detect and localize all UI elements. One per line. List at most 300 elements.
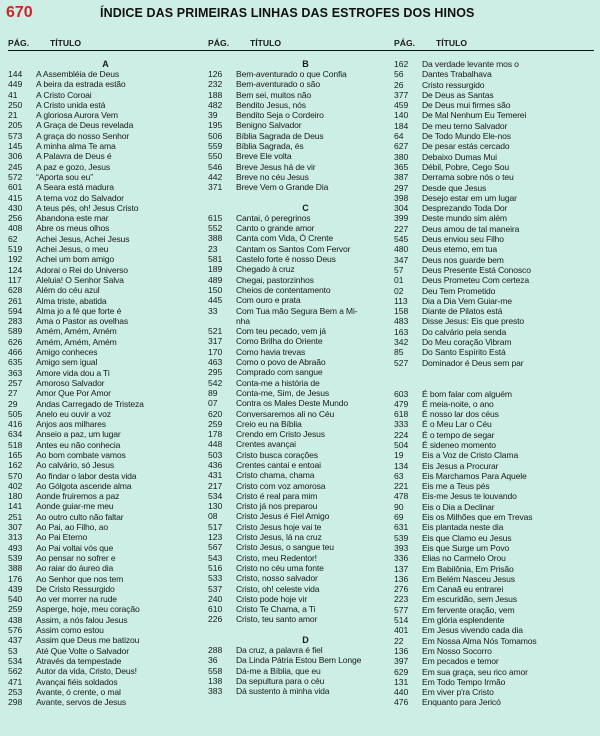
- entry-title: A Graça de Deus revelada: [36, 120, 134, 131]
- entry-title: A graça do nosso Senhor: [36, 130, 130, 141]
- entry-page: 546: [208, 161, 223, 172]
- entry-page: 431: [208, 470, 223, 481]
- entry-title: Assim como estou: [36, 625, 104, 636]
- entry-page: 459: [394, 100, 409, 111]
- entry-page: 136: [394, 645, 409, 656]
- entry-title: Conversaremos ali no Céu: [236, 408, 335, 419]
- entry-page: 440: [394, 687, 409, 698]
- entry-page: 505: [8, 408, 23, 419]
- index-entry: [394, 265, 594, 275]
- entry-title: Eis a Voz de Cristo Clama: [422, 450, 519, 461]
- entry-title: Deus eterno, em tua: [422, 244, 498, 255]
- entry-page: 256: [8, 213, 23, 224]
- entry-page: 170: [208, 346, 223, 357]
- entry-title: Autor da vida, Cristo, Deus!: [36, 666, 137, 677]
- entry-title: Em fervente oração, vem: [422, 604, 515, 615]
- entry-page: 347: [394, 254, 409, 265]
- index-entry: [208, 336, 403, 346]
- index-entry: [208, 316, 403, 326]
- entry-page: 503: [208, 449, 223, 460]
- index-entry: [8, 574, 203, 584]
- index-entry: [8, 296, 203, 306]
- index-entry: [394, 491, 594, 501]
- index-entry: [8, 326, 203, 336]
- index-entry: [394, 306, 594, 316]
- entry-page: 634: [8, 429, 23, 440]
- entry-title: Aleluia! O Senhor Salva: [36, 274, 124, 285]
- index-entry: [208, 532, 403, 542]
- index-entry: [394, 533, 594, 543]
- index-entry: [8, 265, 203, 275]
- entry-title: Deus enviou seu Filho: [422, 234, 504, 245]
- entry-page: 537: [208, 583, 223, 594]
- index-entry: [208, 326, 403, 336]
- entry-page: 517: [208, 521, 223, 532]
- entry-page: 261: [8, 295, 23, 306]
- entry-page: 53: [8, 645, 18, 656]
- entry-title: Além do céu azul: [36, 285, 100, 296]
- entry-title: Como havia trevas: [236, 346, 306, 357]
- entry-page: 57: [394, 264, 404, 275]
- header-pag: PÁG.: [394, 38, 416, 48]
- index-entry: [394, 316, 594, 326]
- entry-page: 276: [394, 584, 409, 595]
- header-titulo: TÍTULO: [50, 38, 82, 48]
- entry-page: 610: [208, 604, 223, 615]
- index-entry: [8, 677, 203, 687]
- entry-title: Do Santo Espírito Está: [422, 347, 506, 358]
- entry-title: Em sua graça, seu rico amor: [422, 666, 528, 677]
- entry-title: Da verdade levante mos o: [422, 59, 519, 69]
- entry-title: É meia-noite, o ano: [422, 398, 494, 409]
- index-entry: [208, 563, 403, 573]
- entry-page: 257: [8, 377, 23, 388]
- index-entry: [8, 90, 203, 100]
- entry-title: Com Tua mão Segura Bem a Mi-: [236, 305, 358, 316]
- index-entry: [208, 409, 403, 419]
- index-entry: [8, 553, 203, 563]
- entry-title: Breve Ele volta: [236, 151, 292, 162]
- entry-title: Em Todo Tempo Irmão: [422, 676, 506, 687]
- index-entry: [394, 203, 594, 213]
- entry-title: Creio eu na Bíblia: [236, 418, 302, 429]
- entry-title: Ao Pai, ao Filho, ao: [36, 522, 109, 533]
- index-entry: [394, 471, 594, 481]
- entry-page: 516: [208, 562, 223, 573]
- entry-page: 63: [394, 470, 404, 481]
- entry-title: Eis-me Jesus te louvando: [422, 491, 517, 502]
- entry-page: 559: [208, 141, 223, 152]
- entry-title: Breve Vem o Grande Dia: [236, 182, 329, 193]
- entry-page: 26: [394, 79, 404, 90]
- entry-page: 479: [394, 398, 409, 409]
- index-entry: [394, 69, 594, 79]
- index-entry: [394, 615, 594, 625]
- entry-title: Derrama sobre nós o teu: [422, 172, 514, 183]
- index-entry: [8, 368, 203, 378]
- index-entry: [394, 522, 594, 532]
- index-entry: [8, 615, 203, 625]
- index-entry: [394, 656, 594, 666]
- entry-page: 620: [208, 408, 223, 419]
- entry-page: 64: [394, 131, 404, 142]
- entry-page: 383: [208, 686, 223, 697]
- entry-title: Eis que Surge um Povo: [422, 542, 510, 553]
- entry-page: 23: [208, 243, 218, 254]
- entry-title: É o tempo de segar: [422, 429, 495, 440]
- entry-title: Amoroso Salvador: [36, 377, 105, 388]
- index-entry: [208, 100, 403, 110]
- entry-title: Cristo ressurgido: [422, 79, 485, 90]
- entry-page: 192: [8, 254, 23, 265]
- entry-page: 226: [208, 614, 223, 625]
- entry-page: 158: [394, 306, 409, 317]
- entry-title: Ao Pai voltai vós que: [36, 542, 114, 553]
- index-entry: [394, 80, 594, 90]
- index-entry: [208, 460, 403, 470]
- index-entry: [208, 223, 403, 233]
- entry-title: Da Linda Pátria Estou Bem Longe: [236, 655, 362, 666]
- entry-page: 550: [208, 151, 223, 162]
- entry-title: Eis o Dia a Declinar: [422, 501, 495, 512]
- index-entry: [394, 121, 594, 131]
- index-entry: [208, 378, 403, 388]
- entry-page: 365: [394, 161, 409, 172]
- entry-page: 304: [394, 203, 409, 214]
- entry-page: 27: [8, 388, 18, 399]
- entry-title: Comprado com sangue: [236, 367, 323, 378]
- entry-page: 195: [208, 120, 223, 131]
- entry-page: 542: [208, 377, 223, 388]
- header-pag: PÁG.: [208, 38, 230, 48]
- index-entry: [394, 697, 594, 707]
- entry-page: 39: [208, 110, 218, 121]
- entry-title: Cristo no céu uma fonte: [236, 562, 324, 573]
- header-pag: PÁG.: [8, 38, 30, 48]
- entry-title: Através da tempestade: [36, 655, 122, 666]
- entry-title: Ama o Pastor as ovelhas: [36, 316, 129, 327]
- column-header: [8, 38, 203, 50]
- entry-page: 448: [208, 439, 223, 450]
- entry-title: A beira da estrada estão: [36, 79, 126, 90]
- entry-page: 89: [208, 387, 218, 398]
- entry-title: Anseio a paz, um lugar: [36, 429, 121, 440]
- entry-page: 317: [208, 336, 223, 347]
- index-entry: [394, 409, 594, 419]
- index-entry: [394, 450, 594, 460]
- entry-page: 388: [208, 233, 223, 244]
- index-entry: [394, 141, 594, 151]
- entry-page: 85: [394, 347, 404, 358]
- entry-page: 184: [394, 120, 409, 131]
- index-entry: [208, 141, 403, 151]
- entry-title: Deus Presente Está Conosco: [422, 264, 531, 275]
- entry-page: 150: [208, 284, 223, 295]
- entry-page: 138: [208, 675, 223, 686]
- entry-page: 90: [394, 501, 404, 512]
- entry-page: 545: [394, 234, 409, 245]
- entry-page: 388: [8, 563, 23, 574]
- entry-page: 137: [394, 563, 409, 574]
- entry-title: Chegado à cruz: [236, 264, 295, 275]
- entry-title: Cantai, ó peregrinos: [236, 212, 311, 223]
- entry-page: 527: [394, 357, 409, 368]
- entry-title: Em Babilônia, Em Prisão: [422, 563, 514, 574]
- entry-page: 436: [208, 459, 223, 470]
- entry-page: 572: [8, 171, 23, 182]
- entry-title: Ao pensar no sofrer e: [36, 552, 116, 563]
- entry-page: 618: [394, 409, 409, 420]
- entry-page: 594: [8, 305, 23, 316]
- entry-title: Alma jo a fé que forte é: [36, 305, 122, 316]
- entry-page: 533: [208, 573, 223, 584]
- entry-page: 224: [394, 429, 409, 440]
- entry-title: Diante de Pilatos está: [422, 306, 503, 317]
- index-entry: [394, 512, 594, 522]
- index-entry: [394, 636, 594, 646]
- index-entry: [208, 367, 403, 377]
- entry-title: De meu terno Salvador: [422, 120, 508, 131]
- index-entry: [394, 481, 594, 491]
- entry-page: [208, 316, 236, 326]
- entry-page: 635: [8, 357, 23, 368]
- index-entry: [8, 388, 203, 398]
- entry-title: Com teu pecado, vem já: [236, 326, 326, 337]
- entry-page: 253: [8, 686, 23, 697]
- entry-title: Ao bom combate vamos: [36, 449, 126, 460]
- entry-page: 628: [8, 285, 23, 296]
- entry-title: Amore vida dou a Ti: [36, 367, 110, 378]
- index-entry: [208, 511, 403, 521]
- index-entry: [394, 677, 594, 687]
- entry-title: Em pecados e temor: [422, 656, 499, 667]
- index-entry: [394, 358, 594, 368]
- entry-title: Crentes avançai: [236, 439, 296, 450]
- index-entry: [208, 357, 403, 367]
- entry-title: Dantes Trabalhava: [422, 69, 492, 80]
- entry-page: 07: [208, 398, 218, 409]
- index-entry: [208, 686, 403, 696]
- entry-title: Amigo sem igual: [36, 357, 98, 368]
- entry-title: Como Brilha do Oriente: [236, 336, 323, 347]
- entry-title: Ao calvário, só Jesus: [36, 460, 115, 471]
- index-entry: [394, 110, 594, 120]
- entry-title: Canto o grande amor: [236, 223, 315, 234]
- entry-page: 377: [394, 89, 409, 100]
- header-titulo: TÍTULO: [250, 38, 282, 48]
- index-entry: [8, 450, 203, 460]
- entry-page: 113: [394, 295, 408, 306]
- entry-title: Amém, Amém, Amém: [36, 336, 117, 347]
- index-entry: [394, 543, 594, 553]
- entry-page: 539: [394, 532, 409, 543]
- index-entry: [208, 172, 403, 182]
- entry-page: 02: [394, 285, 404, 296]
- index-entry: [394, 152, 594, 162]
- entry-page: 581: [208, 254, 223, 265]
- entry-page: 534: [208, 490, 223, 501]
- entry-page: 540: [8, 594, 23, 605]
- entry-title: Bem sei, muitos não: [236, 89, 312, 100]
- entry-title: Contra os Males Deste Mundo: [236, 398, 349, 409]
- entry-title: Em Nosso Socorro: [422, 645, 492, 656]
- entry-page: 603: [394, 388, 409, 399]
- entry-title: Ao findar o labor desta vida: [36, 470, 137, 481]
- index-column-2: [208, 38, 403, 697]
- entry-page: 62: [8, 233, 18, 244]
- entry-page: 134: [394, 460, 409, 471]
- entry-page: 519: [8, 244, 23, 255]
- index-entry: [8, 378, 203, 388]
- entry-page: 471: [8, 676, 23, 687]
- entry-page: 36: [208, 655, 218, 666]
- entry-page: 397: [394, 656, 409, 667]
- entry-title: Bem-aventurado o que Confia: [236, 69, 347, 79]
- index-entry: [8, 151, 203, 161]
- index-entry: [8, 440, 203, 450]
- entry-title: Dia a Dia Vem Guiar-me: [422, 295, 512, 306]
- entry-page: 480: [394, 244, 409, 255]
- index-entry: [208, 553, 403, 563]
- entry-title: Cristo Jesus, lá na cruz: [236, 532, 322, 543]
- index-entry: [208, 439, 403, 449]
- entry-page: 562: [8, 666, 23, 677]
- entry-page: 518: [8, 439, 23, 450]
- entry-title: Deste mundo sim além: [422, 213, 507, 224]
- entry-title: Abandona este mar: [36, 213, 109, 224]
- entry-page: 398: [394, 192, 409, 203]
- index-entry: [208, 213, 403, 223]
- entry-page: 126: [208, 69, 223, 79]
- entry-page: 188: [208, 89, 223, 100]
- index-entry: [8, 254, 203, 264]
- entry-page: 534: [8, 655, 23, 666]
- index-column-1: [8, 38, 203, 707]
- column-header: [394, 38, 594, 50]
- index-entry: [208, 244, 403, 254]
- entry-page: 140: [394, 110, 409, 121]
- index-entry: [8, 141, 203, 151]
- header-rule: [208, 50, 396, 51]
- entry-page: 259: [208, 418, 223, 429]
- index-entry: [8, 563, 203, 573]
- index-entry: [8, 131, 203, 141]
- index-entry: [208, 233, 403, 243]
- entry-page: 506: [208, 130, 223, 141]
- entry-title: Conta-me a história de: [236, 377, 320, 388]
- entry-title: Em glória esplendente: [422, 615, 505, 626]
- entry-title: Bendito Jesus, nós: [236, 99, 306, 110]
- page-number: 670: [6, 4, 33, 21]
- index-entry: [8, 419, 203, 429]
- entry-title: Do Meu coração Vibram: [422, 337, 512, 348]
- entry-title: Andas Carregado de Tristeza: [36, 398, 144, 409]
- entry-title: Ao ver morrer na rude: [36, 594, 117, 605]
- group-letter: C: [302, 202, 309, 213]
- entry-page: 437: [8, 635, 23, 646]
- entry-title: De Deus as Santas: [422, 89, 494, 100]
- index-entry: [8, 213, 203, 223]
- entry-page: 514: [394, 615, 409, 626]
- entry-title: Chegai, pastorzinhos: [236, 274, 314, 285]
- index-entry: [8, 203, 203, 213]
- entry-title: Breve no céu Jesus: [236, 171, 309, 182]
- header-titulo: TÍTULO: [436, 38, 468, 48]
- entry-title: A Cristo Coroai: [36, 89, 92, 100]
- index-entry: [208, 542, 403, 552]
- index-entry: [8, 584, 203, 594]
- entry-title: Amém, Amém, Amém: [36, 326, 117, 337]
- index-entry: [8, 471, 203, 481]
- group-letter: A: [102, 59, 109, 69]
- column-header: [208, 38, 403, 50]
- entry-page: 162: [8, 460, 23, 471]
- entry-page: 297: [394, 182, 409, 193]
- index-entry: [8, 223, 203, 233]
- entry-title: Cristo pode hoje vir: [236, 593, 308, 604]
- entry-page: 442: [208, 171, 223, 182]
- index-entry: [8, 481, 203, 491]
- index-entry: [394, 296, 594, 306]
- index-entry: [208, 655, 403, 665]
- entry-title: Deus nos guarde bem: [422, 254, 504, 265]
- index-entry: [208, 79, 403, 89]
- entry-page: 504: [394, 439, 409, 450]
- entry-page: 415: [8, 192, 23, 203]
- index-entry: [394, 574, 594, 584]
- entry-title: Castelo forte é nosso Deus: [236, 254, 336, 265]
- header-rule: [394, 50, 594, 51]
- index-entry: [394, 605, 594, 615]
- index-entry: [208, 151, 403, 161]
- index-entry: [394, 461, 594, 471]
- index-entry: [8, 79, 203, 89]
- index-entry: [394, 224, 594, 234]
- index-entry: [208, 110, 403, 120]
- entry-title: Avante, servos de Jesus: [36, 697, 127, 708]
- entry-page: 306: [8, 151, 23, 162]
- entry-title: Débil, Pobre, Cego Sou: [422, 161, 509, 172]
- entry-page: 408: [8, 223, 23, 234]
- index-entry: [208, 131, 403, 141]
- entry-page: 21: [8, 110, 18, 121]
- entry-title: Ao outro culto não faltar: [36, 511, 124, 522]
- entry-title: Cristo Jesus é Fiel Amigo: [236, 511, 330, 522]
- index-entry: [208, 614, 403, 624]
- entry-title: Desejo estar em um lugar: [422, 192, 517, 203]
- index-entry: [208, 491, 403, 501]
- entry-page: 123: [208, 532, 223, 543]
- entry-page: 56: [394, 69, 404, 80]
- entry-page: 223: [394, 594, 409, 605]
- entry-page: 29: [8, 398, 18, 409]
- index-entry: [8, 460, 203, 470]
- index-entry: [8, 512, 203, 522]
- entry-title: Aonde guiar-me meu: [36, 501, 114, 512]
- entry-page: 521: [208, 326, 223, 337]
- entry-page: 313: [8, 532, 23, 543]
- entry-page: 245: [8, 161, 23, 172]
- index-entry: [208, 162, 403, 172]
- entry-title: Achei Jesus, o meu: [36, 244, 109, 255]
- index-entry: [8, 244, 203, 254]
- index-entry: [8, 347, 203, 357]
- entry-title: Antes eu não conhecia: [36, 439, 121, 450]
- index-entry: [394, 419, 594, 429]
- entry-title: A paz e gozo, Jesus: [36, 161, 111, 172]
- entry-page: 629: [394, 666, 409, 677]
- entry-page: 576: [8, 625, 23, 636]
